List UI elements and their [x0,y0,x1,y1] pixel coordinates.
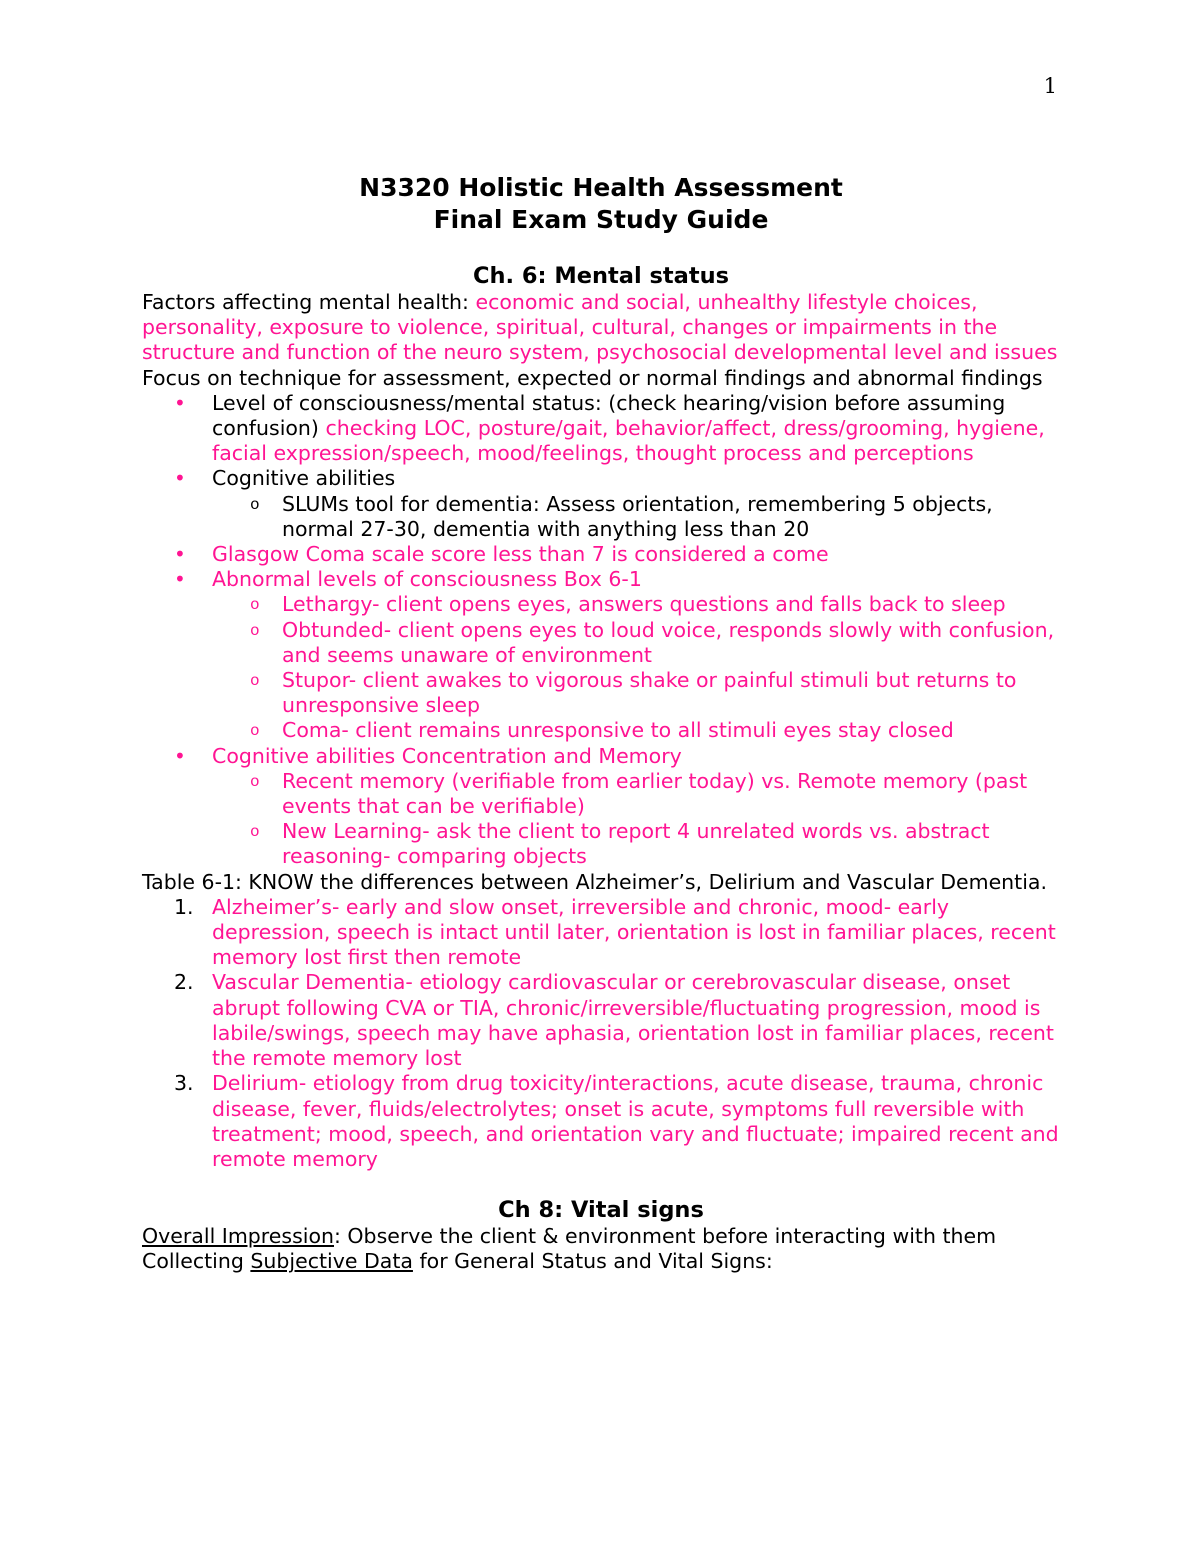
concentration-label: Cognitive abilities Concentration and Memory [212,743,682,768]
page-number: 1 [1043,74,1057,98]
item-text: Delirium- etiology from drug toxicity/interactions, acute disease, trauma, chronic disease, fever, fluids/electrolytes; onset is acute, symptoms full reversible with treatment; mood, speech, and orientation vary and fluctuate; impaired recent and remote memory [212,1071,1059,1171]
list-item-concentration [212,744,1060,870]
list-item-vascular [174,970,1060,1071]
list-item-slums: o SLUMs tool for dementia: Assess orientation, remembering 5 objects, normal 27-30, dementia with anything less than 20 [282,492,1060,542]
factors-label: Factors affecting mental health: [142,290,476,314]
title-line-2: Final Exam Study Guide [433,205,769,234]
document-title [142,172,1060,236]
title-line-1: N3320 Holistic Health Assessment [359,173,843,202]
list-item-alzheimers [174,894,1060,971]
list-item-abnormal-loc [212,567,1060,743]
list-item-delirium [174,1071,1060,1172]
item-number: 2. [174,970,194,995]
collecting-paragraph [142,1249,1060,1274]
subjective-data-term: Subjective Data [250,1249,413,1274]
section-heading-ch6: Ch. 6: Mental status [472,263,730,289]
list-item-loc [212,391,1060,467]
overall-impression-paragraph [142,1224,1060,1249]
abnormal-sublist [212,592,1060,743]
table-note: Table 6-1: KNOW the differences between Alzheimer’s, Delirium and Vascular Dementia. [142,869,1047,894]
list-item-cognitive [212,466,1060,542]
collecting-post: for General Status and Vital Signs: [412,1249,773,1274]
item-text: Alzheimer’s- early and slow onset, irreversible and chronic, mood- early depression, speech is intact until later, orientation is lost in familiar places, recent memory lost first then remote [212,894,1056,970]
cognitive-sublist [212,492,1060,542]
dementia-comparison-list [142,895,1060,1172]
item-text: Vascular Dementia- etiology cardiovascular or cerebrovascular disease, onset abrupt following CVA or TIA, chronic/irreversible/fluctuating progression, mood is labile/swings, speech may have aphasia, orientation lost in familiar places, recent the remote memory lost [212,970,1054,1071]
list-item-lethargy: o Lethargy- client opens eyes, answers questions and falls back to sleep [282,592,1060,617]
overall-impression-text: : Observe the client & environment before interacting with them [334,1224,997,1249]
document-body [142,172,1060,1275]
section-heading-ch8: Ch 8: Vital signs [498,1197,704,1224]
overall-impression-label: Overall Impression [142,1224,334,1249]
list-item-coma: o Coma- client remains unresponsive to all stimuli eyes stay closed [282,718,1060,743]
loc-text: checking LOC, posture/gait, behavior/affect, dress/grooming, hygiene, facial expression/speech, mood/feelings, thought process and perceptions [212,416,1045,466]
focus-paragraph: Focus on technique for assessment, expected or normal findings and abnormal findings [142,365,1043,390]
list-item-stupor: o Stupor- client awakes to vigorous shake or painful stimuli but returns to unresponsive sleep [282,668,1060,718]
cognitive-label: Cognitive abilities [212,466,396,491]
item-number: 1. [174,894,194,919]
factors-text: economic and social, unhealthy lifestyle choices, personality, exposure to violence, spiritual, cultural, changes or impairments in the structure and function of the neuro system, psychosocial developmental level and issues [142,290,1058,365]
mental-status-list [142,391,1060,870]
list-item-memory: o Recent memory (verifiable from earlier today) vs. Remote memory (past events that can be verifiable) [282,769,1060,819]
concentration-sublist [212,769,1060,870]
list-item-obtunded: o Obtunded- client opens eyes to loud voice, responds slowly with confusion, and seems unaware of environment [282,618,1060,668]
item-number: 3. [174,1071,194,1096]
list-item-glasgow: • Glasgow Coma scale score less than 7 is considered a come [212,542,1060,567]
factors-paragraph [142,290,1060,366]
abnormal-label: Abnormal levels of consciousness Box 6-1 [212,567,642,592]
collecting-pre: Collecting [142,1249,251,1274]
list-item-learning: o New Learning- ask the client to report 4 unrelated words vs. abstract reasoning- comparing objects [282,819,1060,869]
loc-label: Level of consciousness/mental status: (check hearing/vision before assuming confusion) [212,390,1006,441]
